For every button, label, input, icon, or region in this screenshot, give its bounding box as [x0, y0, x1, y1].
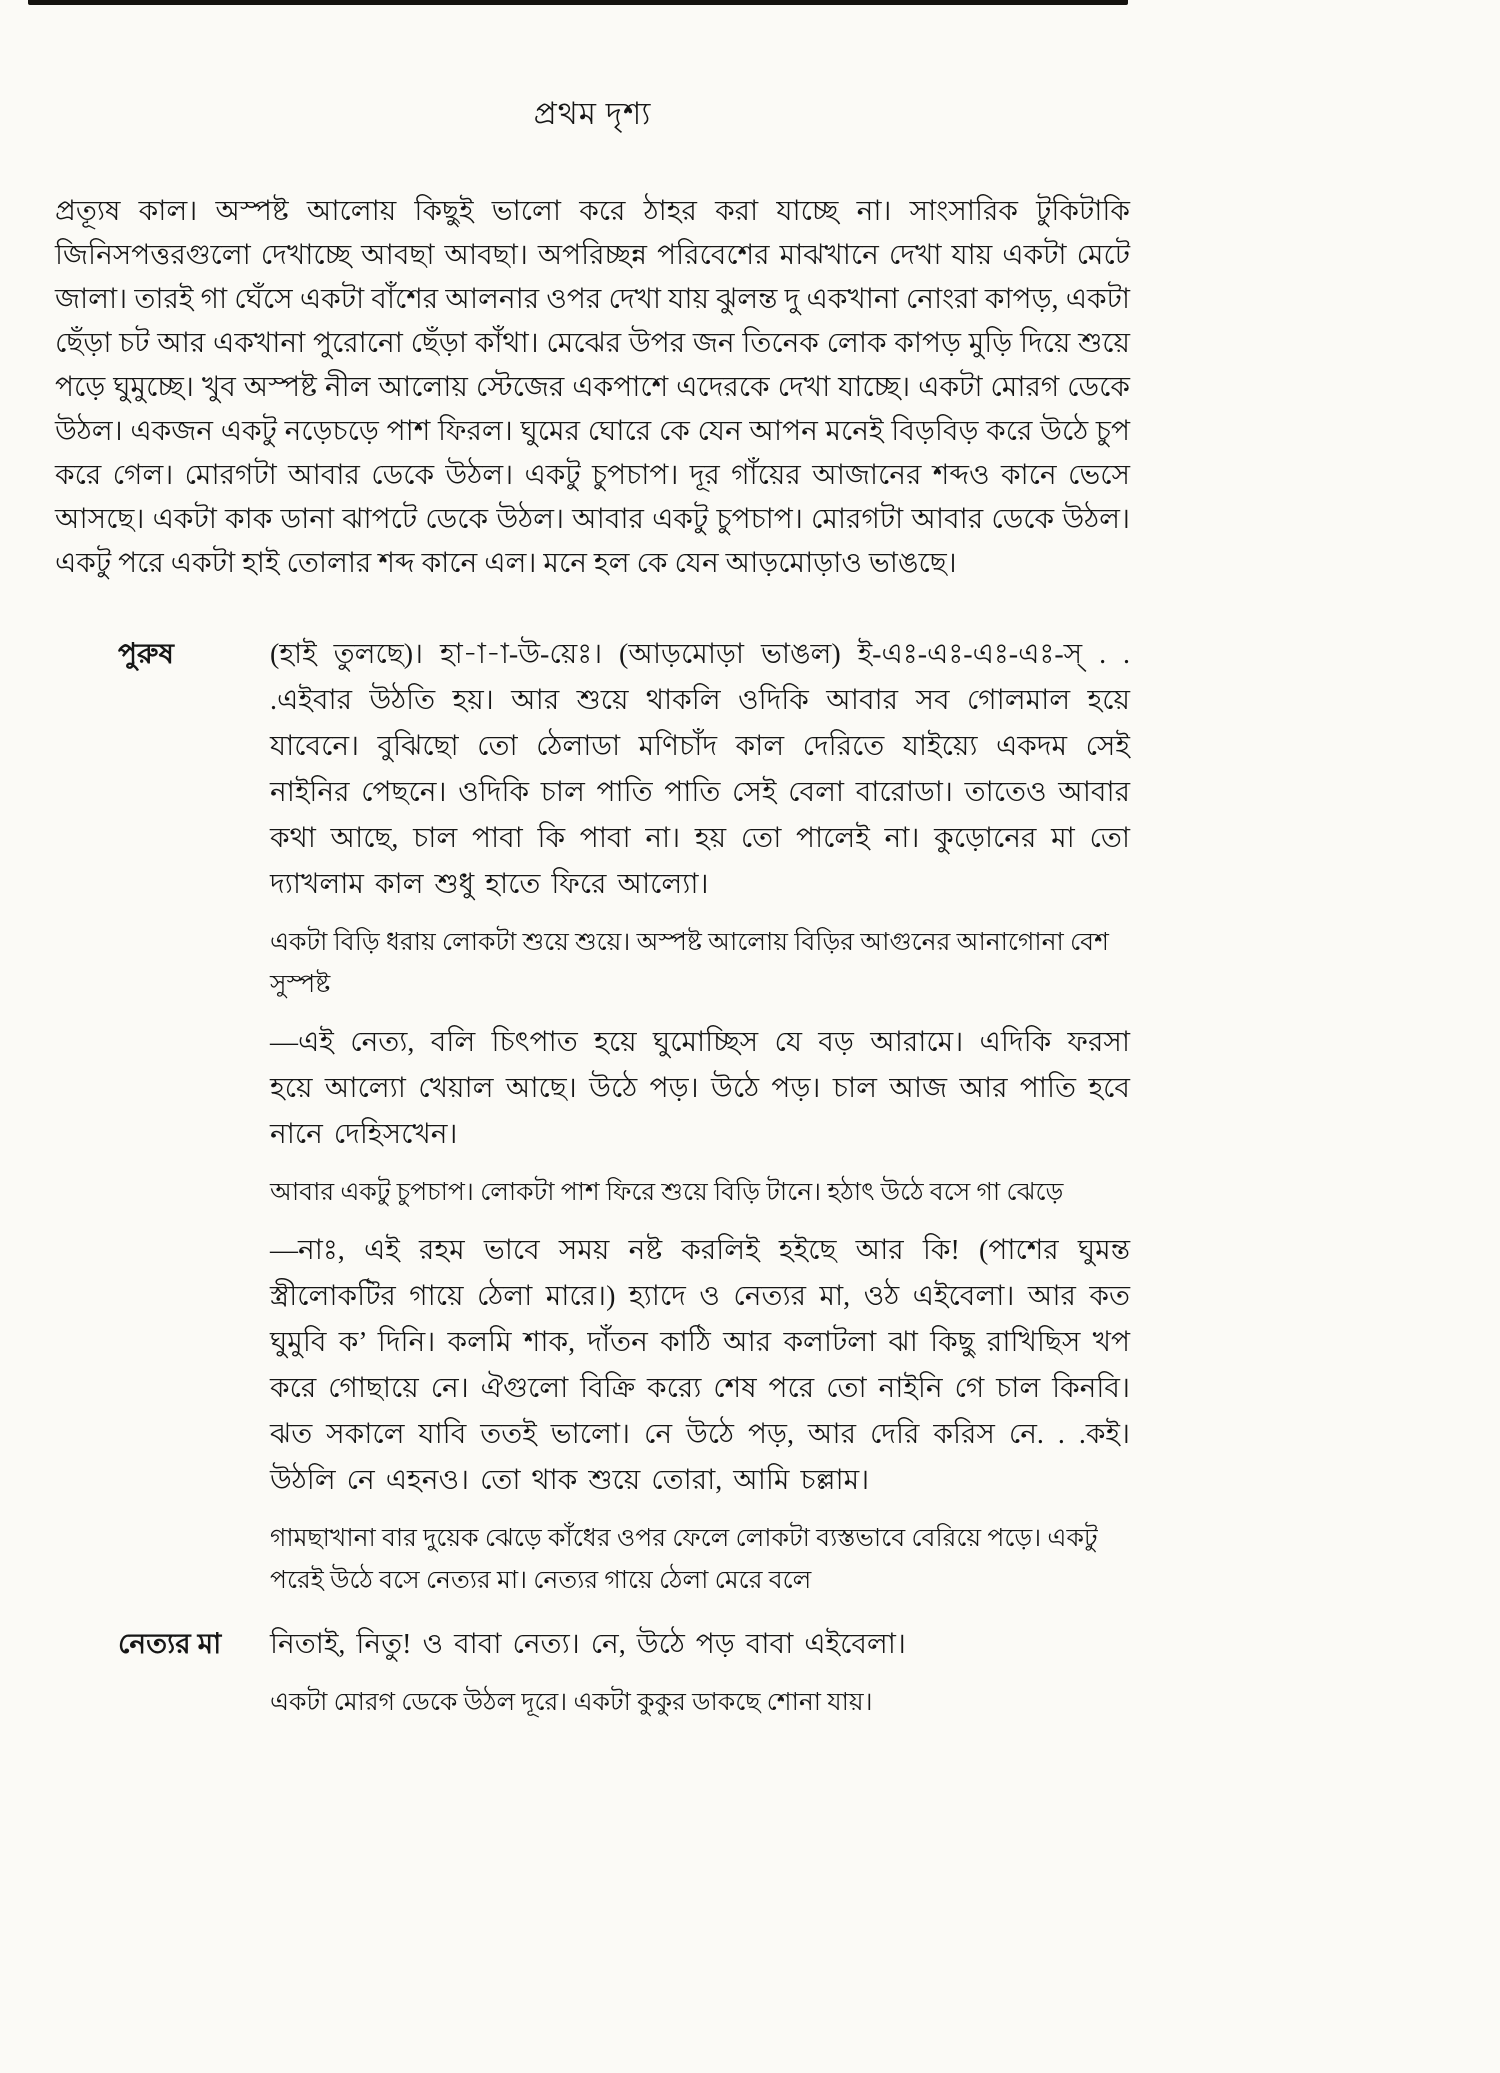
stage-direction: আবার একটু চুপচাপ। লোকটা পাশ ফিরে শুয়ে বিড়ি টানে। হঠাৎ উঠে বসে গা ঝেড়ে: [270, 1179, 1064, 1206]
scene-title: প্রথম দৃশ্য: [533, 96, 652, 131]
dialogue-lines: [270, 632, 1130, 1616]
speaker-name: নেত্যর মা: [118, 1629, 222, 1660]
speaker-name: পুরুষ: [118, 639, 174, 670]
dialogue-text: নিতাই, নিতু! ও বাবা নেত্য। নে, উঠে পড় বাবা এইবেলা।: [270, 1629, 906, 1660]
dialogue-text: —এই নেত্য, বলি চিৎপাত হয়ে ঘুমোচ্ছিস যে বড় আরামে। এদিকি ফরসা হয়ে আল্যো খেয়াল আছে। উঠে পড়। উঠে পড়। চাল আজ আর পাতি হবে নানে দেহিসখেন।: [270, 1027, 1130, 1150]
scan-edge-artifact: [28, 0, 1128, 5]
stage-direction: গামছাখানা বার দুয়েক ঝেড়ে কাঁধের ওপর ফেলে লোকটা ব্যস্তভাবে বেরিয়ে পড়ে। একটু পরেই উঠে বসে নেত্যর মা। নেত্যর গায়ে ঠেলা মেরে বলে: [270, 1525, 1098, 1594]
stage-direction: একটা মোরগ ডেকে উঠল দূরে। একটা কুকুর ডাকছে শোনা যায়।: [270, 1689, 873, 1716]
dialogue-text: (হাই তুলছে)। হা-া-া-উ-য়েঃ। (আড়মোড়া ভাঙল) ই-এঃ-এঃ-এঃ-এঃ-স্ . . .এইবার উঠতি হয়। আর শুয়ে থাকলি ওদিকি আবার সব গোলমাল হয়ে যাবেনে। বুঝিছো তো ঠেলাডা মণিচাঁদ কাল দেরিতে যাইয়্যে একদম সেই নাইনির পেছনে। ওদিকি চাল পাতি পাতি সেই বেলা বারোডা। তাতেও আবার কথা আছে, চাল পাবা কি পাবা না। হয় তো পালেই না। কুড়োনের মা তো দ্যাখলাম কাল শুধু হাতে ফিরে আল্যো।: [270, 639, 1130, 900]
dialogue-lines: [270, 1622, 1130, 1738]
dialogue-block-purush: [55, 632, 1130, 1616]
dialogue-block-netyor-ma: [55, 1622, 1130, 1738]
stage-direction: একটা বিড়ি ধরায় লোকটা শুয়ে শুয়ে। অস্পষ্ট আলোয় বিড়ির আগুনের আনাগোনা বেশ সুস্পষ্ট: [270, 929, 1109, 998]
opening-stage-direction: প্রত্যূষ কাল। অস্পষ্ট আলোয় কিছুই ভালো করে ঠাহর করা যাচ্ছে না। সাংসারিক টুকিটাকি জিনিসপত্তরগুলো দেখাচ্ছে আবছা আবছা। অপরিচ্ছন্ন পরিবেশের মাঝখানে দেখা যায় একটা মেটে জালা। তারই গা ঘেঁসে একটা বাঁশের আলনার ওপর দেখা যায় ঝুলন্ত দু একখানা নোংরা কাপড়, একটা ছেঁড়া চট আর একখানা পুরোনো ছেঁড়া কাঁথা। মেঝের উপর জন তিনেক লোক কাপড় মুড়ি দিয়ে শুয়ে পড়ে ঘুমুচ্ছে। খুব অস্পষ্ট নীল আলোয় স্টেজের একপাশে এদেরকে দেখা যাচ্ছে। একটা মোরগ ডেকে উঠল। একজন একটু নড়েচড়ে পাশ ফিরল। ঘুমের ঘোরে কে যেন আপন মনেই বিড়বিড় করে উঠে চুপ করে গেল। মোরগটা আবার ডেকে উঠল। একটু চুপচাপ। দূর গাঁয়ের আজানের শব্দও কানে ভেসে আসছে। একটা কাক ডানা ঝাপটে ডেকে উঠল। আবার একটু চুপচাপ। মোরগটা আবার ডেকে উঠল। একটু পরে একটা হাই তোলার শব্দ কানে এল। মনে হল কে যেন আড়মোড়াও ভাঙছে।: [55, 196, 1130, 579]
dialogue-text: —নাঃ, এই রহম ভাবে সময় নষ্ট করলিই হইছে আর কি! (পাশের ঘুমন্ত স্ত্রীলোকটির গায়ে ঠেলা মারে।) হ্যাদে ও নেত্যর মা, ওঠ এইবেলা। আর কত ঘুমুবি ক’ দিনি। কলমি শাক, দাঁতন কাঠি আর কলাটলা ঝা কিছু রাখিছিস খপ করে গোছায়ে নে। ঐগুলো বিক্রি কর‍্যে শেষ পরে তো নাইনি গে চাল কিনবি। ঝত সকালে যাবি ততই ভালো। নে উঠে পড়, আর দেরি করিস নে. . .কই। উঠলি নে এহনও। তো থাক শুয়ে তোরা, আমি চল্লাম।: [270, 1235, 1130, 1496]
